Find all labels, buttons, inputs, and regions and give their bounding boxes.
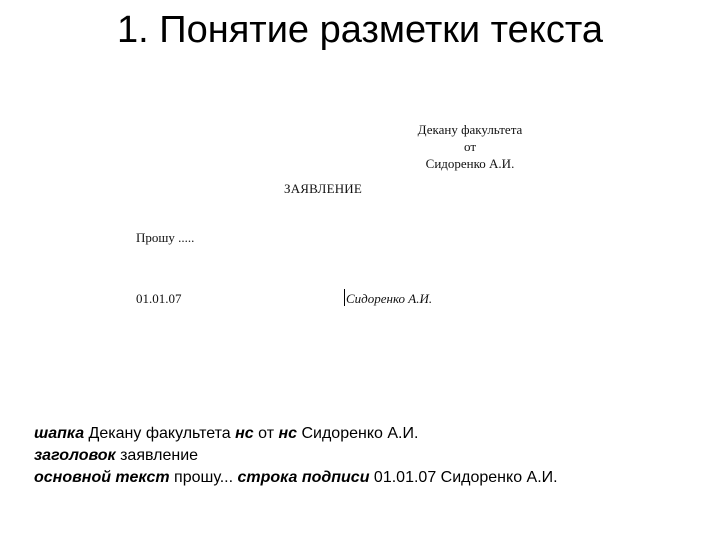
text-cursor	[344, 289, 345, 306]
document-header-block	[396, 121, 544, 172]
legend-term: заголовок	[34, 447, 116, 464]
document-date: 01.01.07	[136, 291, 182, 306]
legend-text: Сидоренко А.И.	[297, 425, 419, 442]
document-body-text: Прошу .....	[136, 230, 195, 245]
legend-text: прошу...	[169, 469, 238, 486]
legend-term: основной текст	[34, 469, 170, 486]
legend-term: нс	[278, 425, 298, 442]
legend-text: Декану факультета	[84, 425, 236, 442]
legend-text: от	[253, 425, 279, 442]
markup-legend	[34, 423, 558, 489]
legend-term: строка подписи	[237, 469, 370, 486]
legend-term: шапка	[34, 425, 85, 442]
legend-text: заявление	[115, 447, 199, 464]
legend-line-body	[34, 467, 558, 489]
legend-text: 01.01.07 Сидоренко А.И.	[369, 469, 558, 486]
document-heading: ЗАЯВЛЕНИЕ	[284, 181, 363, 196]
document-signature: Сидоренко А.И.	[346, 291, 433, 306]
slide-title: 1. Понятие разметки текста	[117, 9, 603, 51]
legend-term: нс	[235, 425, 254, 442]
legend-line-header	[34, 423, 558, 445]
header-line-sender: Сидоренко А.И.	[425, 156, 515, 171]
legend-line-heading	[34, 445, 558, 467]
header-line-from: от	[463, 139, 476, 154]
header-line-addressee: Декану факультета	[417, 122, 523, 137]
